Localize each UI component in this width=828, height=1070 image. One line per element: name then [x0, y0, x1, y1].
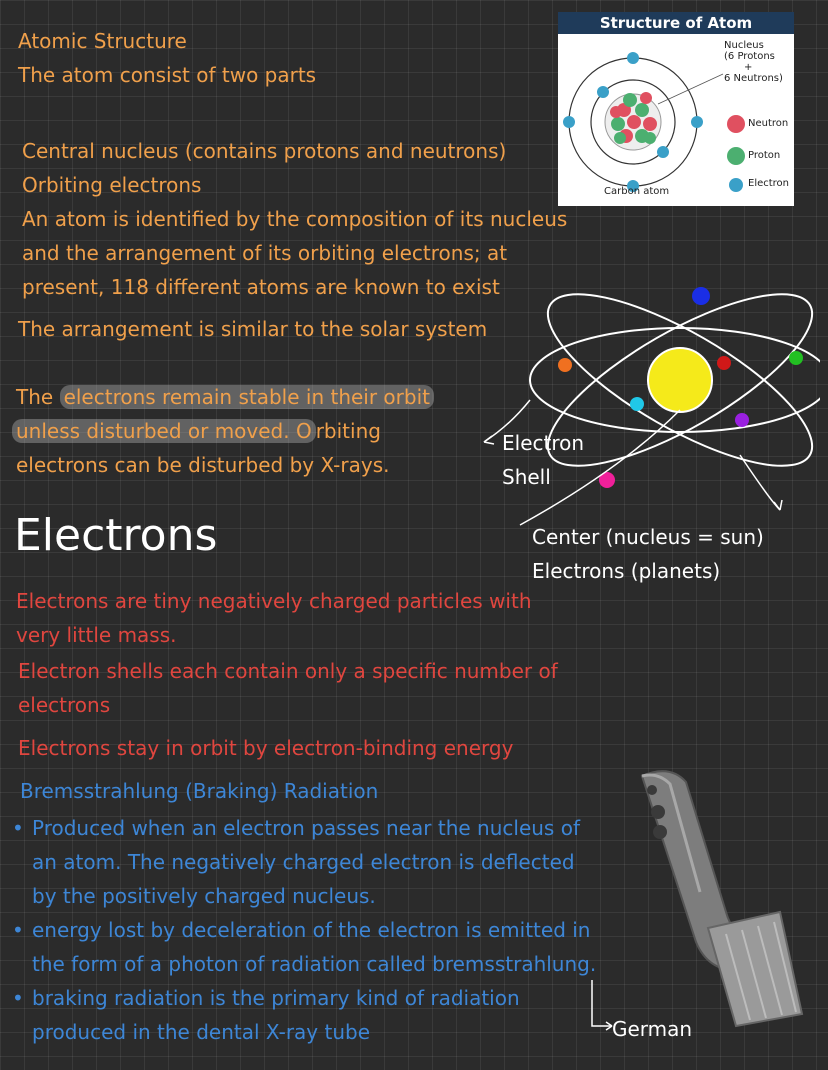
legend-electron: Electron [748, 178, 790, 189]
identified-line-1: An atom is identified by the composition of its nucleus [22, 207, 568, 231]
structure-of-atom-figure [558, 12, 794, 206]
bullet-2-line-1: • energy lost by deceleration of the electron is emitted in [32, 913, 590, 947]
part-nucleus: Central nucleus (contains protons and neutrons) [22, 139, 507, 163]
label-center: Center (nucleus = sun) [532, 525, 764, 549]
bullet-2-line-2: the form of a photon of radiation called bremsstrahlung. [32, 952, 597, 976]
bullet-3-line-1: • braking radiation is the primary kind of radiation [32, 981, 520, 1015]
label-german: German [612, 1017, 693, 1041]
heading-electrons: Electrons [14, 510, 218, 561]
intro-line: The atom consist of two parts [18, 63, 317, 87]
label-electron: Electron [502, 431, 585, 455]
legend-neutron: Neutron [748, 118, 789, 129]
electrons-line-5: Electrons stay in orbit by electron-binding energy [18, 736, 514, 760]
label-shell: Shell [502, 465, 551, 489]
solar-system-line: The arrangement is similar to the solar system [18, 317, 488, 341]
bullet-1-line-1: • Produced when an electron passes near the nucleus of [32, 811, 580, 845]
brake-pedal-illustration [630, 762, 810, 1032]
legend-proton: Proton [748, 150, 781, 161]
heading-bremsstrahlung: Bremsstrahlung (Braking) Radiation [20, 779, 379, 803]
bullet-1-line-3: by the positively charged nucleus. [32, 884, 376, 908]
electrons-line-3: Electron shells each contain only a specific number of [18, 659, 558, 683]
stable-line-1 [16, 380, 434, 414]
highlight-1: electrons remain stable in their orbit [60, 385, 434, 409]
nucleus-label: Nucleus (6 Protons + 6 Neutrons) [724, 40, 783, 84]
stable-line-3: electrons can be disturbed by X-rays. [16, 453, 390, 477]
identified-line-2: and the arrangement of its orbiting electrons; at [22, 241, 508, 265]
bullet-3-line-2: produced in the dental X-ray tube [32, 1020, 371, 1044]
electrons-line-2: very little mass. [16, 623, 177, 647]
bullet-1-line-2: an atom. The negatively charged electron is deflected [32, 850, 575, 874]
part-electrons: Orbiting electrons [22, 173, 202, 197]
heading-atomic-structure: Atomic Structure [18, 29, 187, 53]
identified-line-3: present, 118 different atoms are known to exist [22, 275, 500, 299]
electrons-line-1: Electrons are tiny negatively charged particles with [16, 589, 532, 613]
stable-line-2 [12, 414, 381, 448]
stable-rest: rbiting [315, 419, 381, 443]
label-planets: Electrons (planets) [532, 559, 721, 583]
highlight-2: unless disturbed or moved. O [12, 419, 316, 443]
electrons-line-4: electrons [18, 693, 111, 717]
figure-caption: Carbon atom [604, 186, 670, 197]
solar-atom-drawing [470, 270, 820, 560]
figure-title: Structure of Atom [558, 12, 794, 34]
stable-prefix: The [16, 385, 60, 409]
